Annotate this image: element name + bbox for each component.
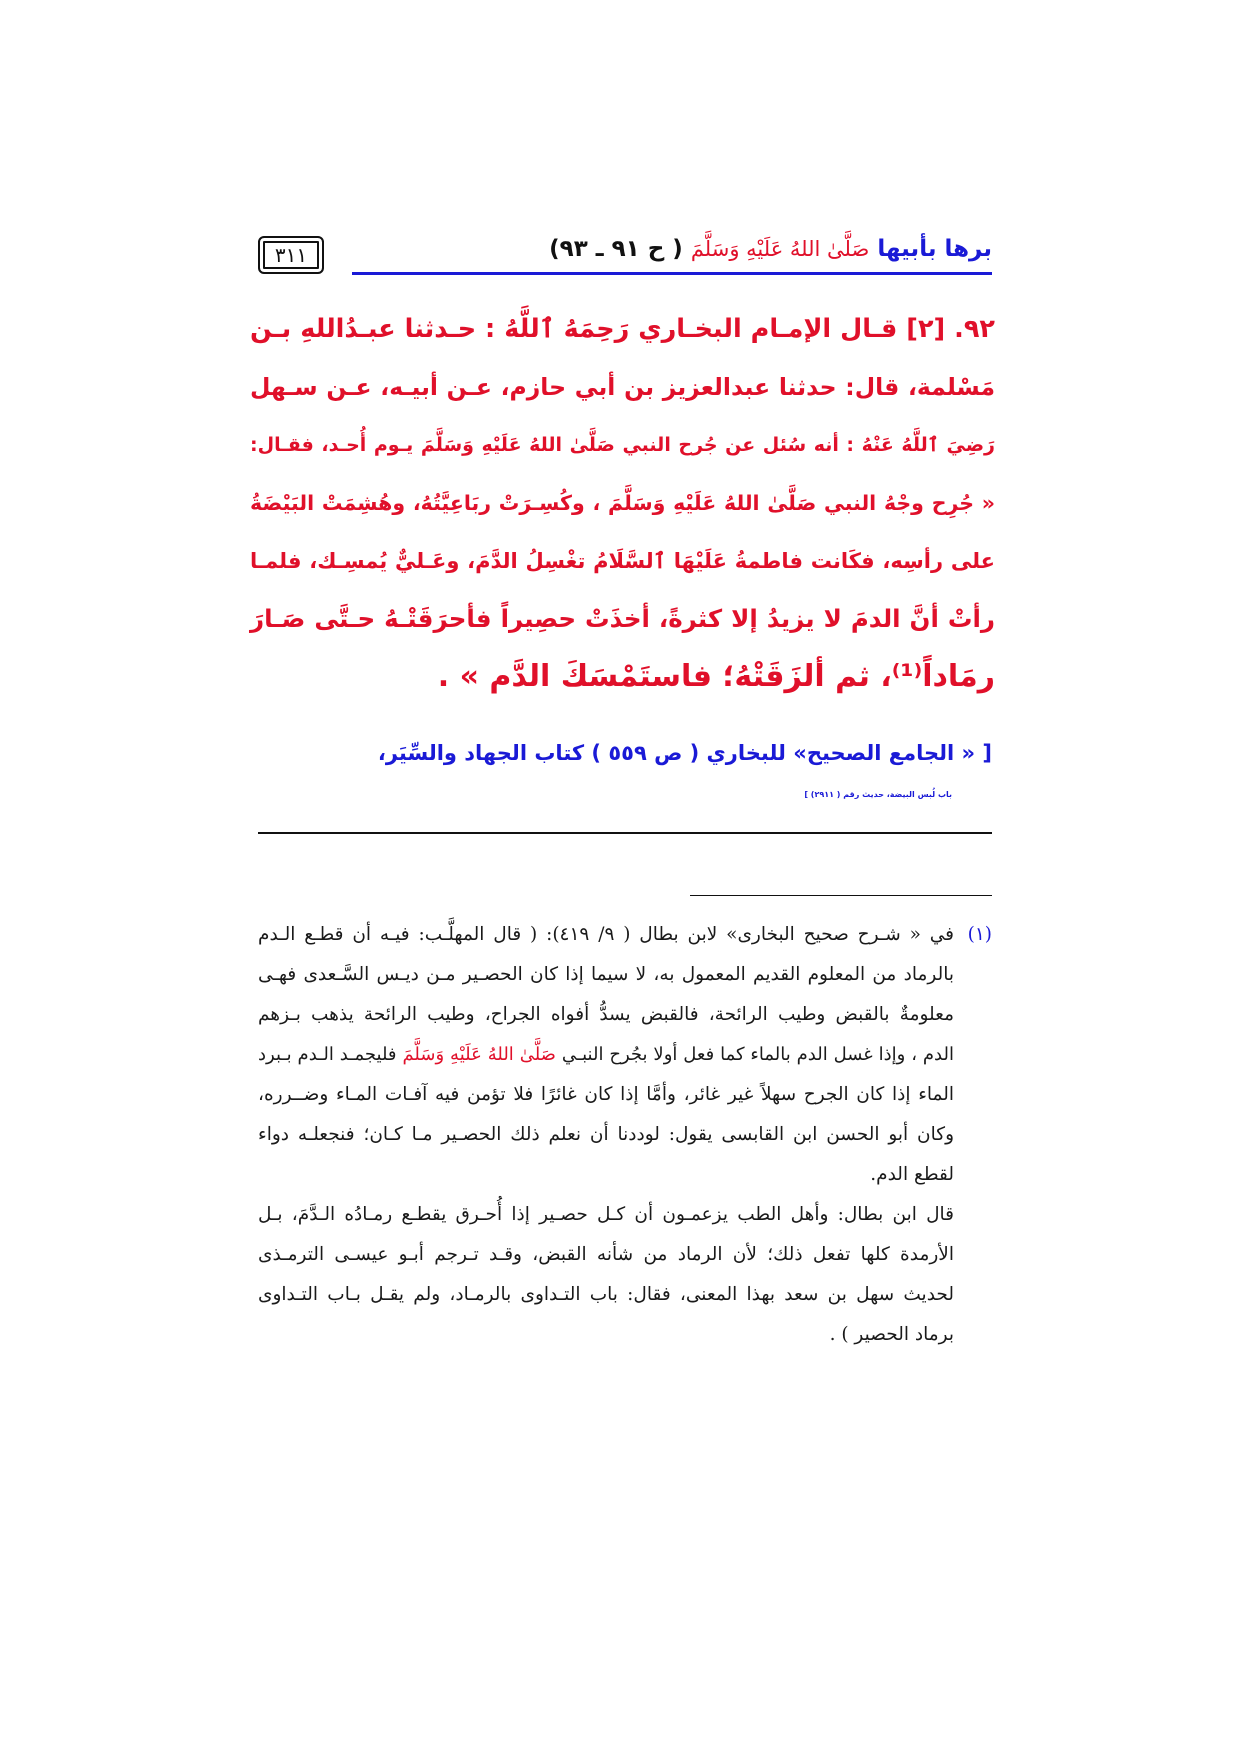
footnote-line: لقطع الدم.: [870, 1164, 954, 1185]
header-rule: [352, 272, 992, 275]
footnote-line: قال ابن بطال: وأهل الطب يزعمـون أن كـل حصـير إذا أُحـرق يقطـع رمـادُه الـدَّمَ، بـل: [258, 1204, 954, 1225]
footnote-divider: [690, 895, 992, 896]
footnote-line: الماء إذا كان الجرح سهلاً غير غائر، وأمَّا إذا كان غائرًا فلا تؤمن فيه آفـات المـاء وضــرره،: [258, 1084, 954, 1105]
footnote-line-part: الدم ، وإذا غسل الدم بالماء كما فعل أولا بجُرح النبـي: [561, 1044, 954, 1065]
footnote-body: [258, 915, 954, 1355]
hadith-text: [250, 300, 995, 706]
footnote: [258, 915, 992, 1355]
salawat-honorific: صَلَّىٰ اللهُ عَلَيْهِ وَسَلَّمَ: [690, 237, 870, 261]
footnote-line: [258, 1035, 954, 1075]
book-title: برها بأبيها: [877, 236, 992, 262]
header-title: [549, 234, 992, 264]
footnote-paragraph: [258, 1195, 954, 1355]
footnote-line: وكان أبو الحسن ابن القابسى يقول: لوددنا أن نعلم ذلك الحصـير مـا كـان؛ فنجعلـه دواء: [258, 1124, 954, 1145]
footnote-line: لحديث سهل بن سعد بهذا المعنى، فقال: باب التـداوى بالرمـاد، ولم يقـل بـاب التـداوى: [258, 1284, 954, 1305]
running-header: [258, 234, 992, 280]
footnote-line: بالرماد من المعلوم القديم المعمول به، لا سيما إذا كان الحصـير مـن ديـس السَّـعدى فهـى: [258, 964, 954, 985]
salawat-honorific: صَلَّىٰ اللهُ عَلَيْهِ وَسَلَّمَ: [402, 1044, 556, 1065]
hadith-line: رأتْ أنَّ الدمَ لا يزيدُ إلا كثرةً، أخذَتْ حصِيراً فأحرَقَتْـهُ حـتَّى صَـارَ: [250, 604, 995, 633]
hadith-line: على رأسِه، فكَانت فاطمةُ عَلَيْهَا ٱلسَّلَامُ تغْسِلُ الدَّمَ، وعَـليٌّ يُمسِـك، فلمـا: [250, 549, 995, 573]
footnote-line: معلومةٌ بالقبض وطيب الرائحة، فالقبض يسدُّ أفواه الجراح، وطيب الرائحة يذهب بـزهم: [258, 1004, 954, 1025]
footnote-line: الأرمدة كلها تفعل ذلك؛ لأن الرماد من شأنه القبض، وقـد تـرجم أبـو عيسـى الترمـذى: [258, 1244, 954, 1265]
section-divider: [258, 832, 992, 834]
hadith-line: رَضِيَ ٱللَّهُ عَنْهُ : أنه سُئل عن جُرح النبي صَلَّىٰ اللهُ عَلَيْهِ وَسَلَّمَ يـوم أُحـد، فقـال:: [250, 434, 995, 456]
page-number: ٣١١: [258, 236, 324, 274]
hadith-line: « جُرِح وجْهُ النبي صَلَّىٰ اللهُ عَلَيْهِ وَسَلَّمَ ، وكُسِـرَتْ ربَاعِيَّتُهُ، وهُشِمَتْ البَيْضَةُ: [250, 491, 995, 515]
hadith-line: ٩٢. [٢] قـال الإمـام البخـاري رَحِمَهُ ٱللَّهُ : حـدثنا عبـدُاللهِ بـن: [250, 314, 995, 344]
footnote-line-part: فليجمـد الـدم بـبرد: [258, 1044, 397, 1065]
citation-line: [ « الجامع الصحيح» للبخاري ( ص ٥٥٩ ) كتاب الجهاد والسِّيَر،: [377, 741, 992, 765]
footnote-line: برماد الحصير ) .: [829, 1324, 954, 1345]
hadith-line: رمَاداً⁽¹⁾، ثم ألزَقَتْهُ؛ فاستَمْسَكَ الدَّم » .: [437, 659, 995, 694]
citation-line: باب لُبس البيضة، حديث رقم ( ٢٩١١) ]: [804, 790, 952, 799]
hadith-line: مَسْلمة، قال: حدثنا عبدالعزيز بن أبي حازم، عـن أبيـه، عـن سـهل: [250, 373, 995, 401]
hadith-range: ( ح ٩١ ـ ٩٣): [549, 236, 683, 262]
source-citation: [258, 732, 992, 816]
footnote-marker: (١): [967, 924, 992, 945]
footnote-line: في « شـرح صحيح البخارى» لابن بطال ( ٩/ ٤١٩): ( قال المهلَّـب: فيـه أن قطـع الـدم: [258, 924, 954, 945]
